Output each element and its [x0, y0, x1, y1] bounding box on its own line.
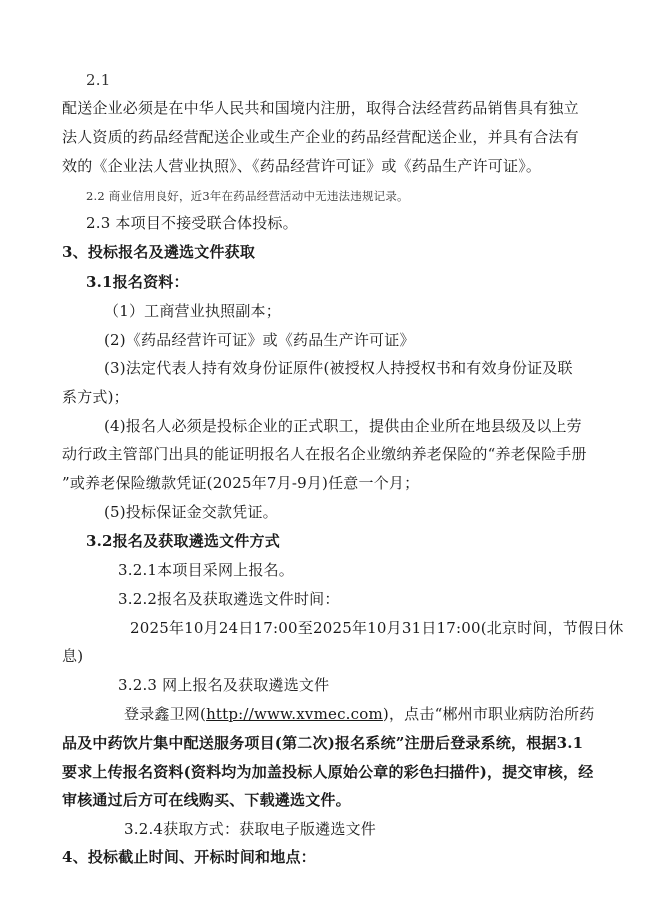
section-2-1-line-1: 配送企业必须是在中华人民共和国境内注册，取得合法经营药品销售具有独立	[62, 99, 579, 117]
section-2-1-line-2: 法人资质的药品经营配送企业或生产企业的药品经营配送企业，并具有合法有	[62, 128, 579, 146]
section-3-2-4: 3.2.4获取方式：获取电子版遴选文件	[124, 820, 376, 838]
time-line-1: 2025年10月24日17:00至2025年10月31日17:00(北京时间，节假日休	[130, 619, 624, 637]
item-1: （1）工商营业执照副本；	[104, 302, 281, 320]
login-prefix: 登录鑫卫网(	[124, 705, 207, 723]
section-2-2: 2.2 商业信用良好，近3年在药品经营活动中无违法违规记录。	[86, 189, 409, 203]
section-2-1-line-3: 效的《企业法人营业执照》、《药品经营许可证》或《药品生产许可证》。	[62, 157, 542, 175]
item-3-line-1: (3)法定代表人持有效身份证原件(被授权人持授权书和有效身份证及联	[104, 359, 573, 377]
section-3-2-3: 3.2.3 网上报名及获取遴选文件	[118, 676, 330, 694]
item-4-line-2: 动行政主管部门出具的能证明报名人在报名企业缴纳养老保险的“养老保险手册	[62, 445, 587, 463]
section-3-2-2: 3.2.2报名及获取遴选文件时间：	[118, 590, 340, 608]
heading-4: 4、投标截止时间、开标时间和地点：	[62, 848, 316, 866]
item-4-line-3: ”或养老保险缴款凭证(2025年7月-9月)任意一个月；	[62, 474, 420, 492]
heading-3: 3、投标报名及遴选文件获取	[62, 243, 256, 261]
item-4-line-1: (4)报名人必须是投标企业的正式职工，提供由企业所在地县级及以上劳	[104, 417, 582, 435]
time-line-2: 息)	[62, 647, 84, 665]
item-5: (5)投标保证金交款凭证。	[104, 503, 278, 521]
item-2: (2)《药品经营许可证》或《药品生产许可证》	[104, 331, 415, 349]
section-3-2-1: 3.2.1本项目采网上报名。	[118, 561, 294, 579]
website-link[interactable]: http://www.xvmec.com	[206, 705, 383, 723]
item-3-line-2: 系方式)；	[62, 388, 129, 406]
login-line-1	[124, 704, 594, 724]
heading-3-2: 3.2报名及获取遴选文件方式	[86, 532, 280, 550]
heading-3-1: 3.1报名资料：	[86, 273, 189, 291]
login-line-4: 审核通过后方可在线购买、下载遴选文件。	[62, 791, 351, 809]
login-line-2: 品及中药饮片集中配送服务项目(第二次)报名系统”注册后登录系统，根据3.1	[62, 734, 584, 752]
section-2-3: 2.3 本项目不接受联合体投标。	[86, 214, 298, 232]
login-suffix: )，点击“郴州市职业病防治所药	[382, 705, 595, 723]
login-line-3: 要求上传报名资料(资料均为加盖投标人原始公章的彩色扫描件)，提交审核，经	[62, 763, 594, 781]
section-2-1-number: 2.1	[86, 71, 111, 89]
